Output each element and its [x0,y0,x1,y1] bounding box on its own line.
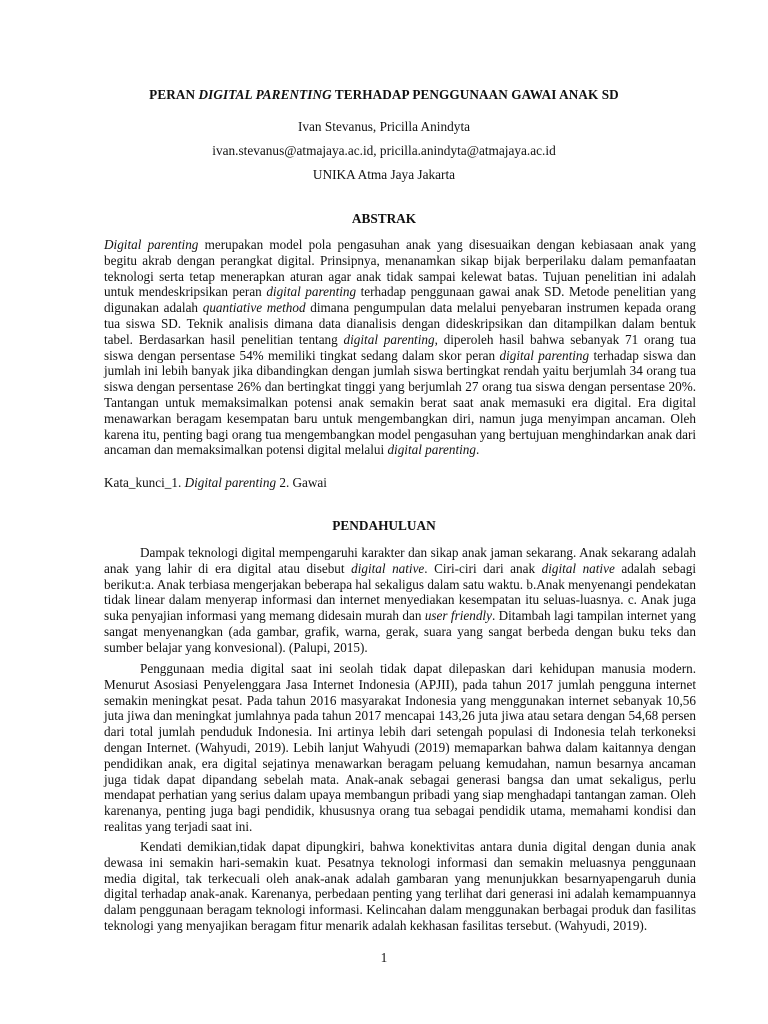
keywords-line [104,475,696,491]
intro-paragraph-2: Penggunaan media digital saat ini seolah tidak dapat dilepaskan dari kehidupan manusia modern. Menurut Asosiasi Penyelenggara Jasa Internet Indonesia (APJII), pada tahun 2017 jumlah pengguna internet semakin meningkat pesat. Pada tahun 2016 masyarakat Indonesia yang menggunakan internet sebanyak 10,56 juta jiwa dan meningkat jumlahnya pada tahun 2017 mencapai 143,26 juta jiwa atau setara dengan 54,68 persen dari total jumlah penduduk Indonesia. Ini artinya lebih dari setengah populasi di Indonesia telah terkoneksi dengan Internet. (Wahyudi, 2019). Lebih lanjut Wahyudi (2019) memaparkan bahwa dalam kaitannya dengan pendidikan anak, era digital sejatinya menawarkan beragam peluang kemudahan, namun besarnya ancaman juga tidak dapat dipandang sebelah mata. Anak-anak sebagai generasi bangsa dan umat sekaligus, perlu mendapat perhatian yang serius dalam upaya membangun pribadi yang siap menghadapi tantangan zaman. Oleh karenanya, penting juga bagi pendidik, khususnya orang tua sebagai pendidik utama, memahami kondisi dan realitas yang terjadi saat ini. [104,661,696,834]
author-emails: ivan.stevanus@atmajaya.ac.id, pricilla.anindyta@atmajaya.ac.id [212,143,556,158]
page-number: 1 [380,950,388,965]
intro-paragraph-1 [104,545,696,656]
title-part-2: DIGITAL PARENTING [198,87,332,102]
intro-paragraph-3: Kendati demikian,tidak dapat dipungkiri, bahwa konektivitas antara dunia digital dengan dunia anak dewasa ini semakin hari-semakin kuat. Pesatnya teknologi informasi dan semakin meluasnya penggunaan media digital, tak terkecuali oleh anak-anak adalah gambaran yang menunjukkan besarnyapengaruh dunia digital terhadap anak-anak. Karenanya, perbedaan penting yang terlihat dari generasi ini adalah kemampuannya dalam penggunaan beragam teknologi informasi. Kelincahan dalam menggunakan berbagai produk dan fasilitas teknologi yang menyajikan beragam fitur menarik adalah kekhasan fasilitas tersebut. (Wahyudi, 2019). [104,839,696,933]
keywords-prefix: Kata_kunci_1. [104,475,185,490]
p1-seg-1: digital native [351,560,425,576]
keywords-italic: Digital parenting [184,475,277,490]
abstract-seg-5: dimana pengumpulan data melalui penyebaran instrumen kepada orang tua siswa SD. Teknik analisis dimana data dianalisis dengan dideskripsikan dan ditampilkan dalam bentuk tabel. Berdasarkan hasil penelitian tentang [104,300,697,347]
abstract-seg-1: merupakan model pola pengasuhan anak yang disesuaikan dengan kebiasaan anak yang begitu akrab dengan perangkat digital. Prinsipnya, menanamkan sikap bijak berperilaku dalam pemanfaatan teknologi serta tetap menerapkan aturan agar anak tidak sampai kelewat batas. Tujuan penelitian ini adalah untuk mendeskripsikan peran [104,237,696,300]
paper-title [0,87,768,103]
abstract-seg-4: quantiative method [202,300,306,316]
abstract-body [104,237,696,458]
abstract-seg-9: terhadap siswa dan jumlah ini lebih banyak jika dibandingkan dengan jumlah siswa bertingkat rendah yaitu berjumlah 34 orang tua siswa dengan persentase 26% dan bertingkat tinggi yang berjumlah 27 orang tua siswa dengan persentase 20%. Tantangan untuk memaksimalkan potensi anak semakin berat saat anak memasuki era digital. Era digital menawarkan beragam kesempatan baru untuk mengembangkan diri, namun juga menyimpan ancaman. Oleh karena itu, penting bagi orang tua mengembangkan model pengasuhan yang bertujuan menghindarkan anak dari ancaman dan memaksimalkan potensi digital melalui [104,347,697,458]
title-part-3: TERHADAP PENGGUNAAN GAWAI ANAK SD [331,87,619,102]
p1-seg-3: digital native [541,560,615,576]
p1-seg-0: Dampak teknologi digital mempengaruhi karakter dan sikap anak jaman sekarang. Anak sekarang adalah anak yang lahir di era digital atau disebut [104,545,696,576]
abstract-heading: ABSTRAK [351,211,417,226]
abstract-seg-3: terhadap penggunaan gawai anak SD. Metode penelitian yang digunakan adalah [104,284,696,316]
keywords-suffix: 2. Gawai [276,475,327,490]
p1-seg-4: adalah sebagi berikut:a. Anak terbiasa mengerjakan beberapa hal sekaligus dalam satu waktu. b.Anak menyenangi pendekatan tidak linear dalam menyerap informasi dan internet menyediakan kesempatan itu seluas-luasnya. c. Anak juga suka penyajian informasi yang memang didesain murah dan [104,560,696,624]
abstract-seg-8: digital parenting [499,347,590,363]
intro-heading: PENDAHULUAN [332,518,436,533]
abstract-seg-0: Digital parenting [104,237,199,252]
abstract-seg-7: , diperoleh hasil bahwa sebanyak 71 orang tua siswa dengan persentase 54% memiliki tingkat sedang dalam skor peran [104,331,696,363]
title-part-1: PERAN [149,87,199,102]
author-list: Ivan Stevanus, Pricilla Anindyta [297,119,471,134]
p1-seg-6: . Ditambah lagi tampilan internet yang sangat menyenangkan (ada gambar, grafik, warna, gerak, suara yang sangat berbeda dengan buku teks dan sumber belajar yang konvesional). (Palupi, 2015). [104,608,697,655]
affiliation: UNIKA Atma Jaya Jakarta [312,167,456,182]
p1-seg-2: . Ciri-ciri dari anak [424,560,542,576]
abstract-seg-11: . [475,442,480,458]
abstract-seg-10: digital parenting [387,442,476,458]
p1-seg-5: user friendly [424,608,492,624]
abstract-seg-6: digital parenting [343,331,435,347]
abstract-seg-2: digital parenting [266,284,357,300]
